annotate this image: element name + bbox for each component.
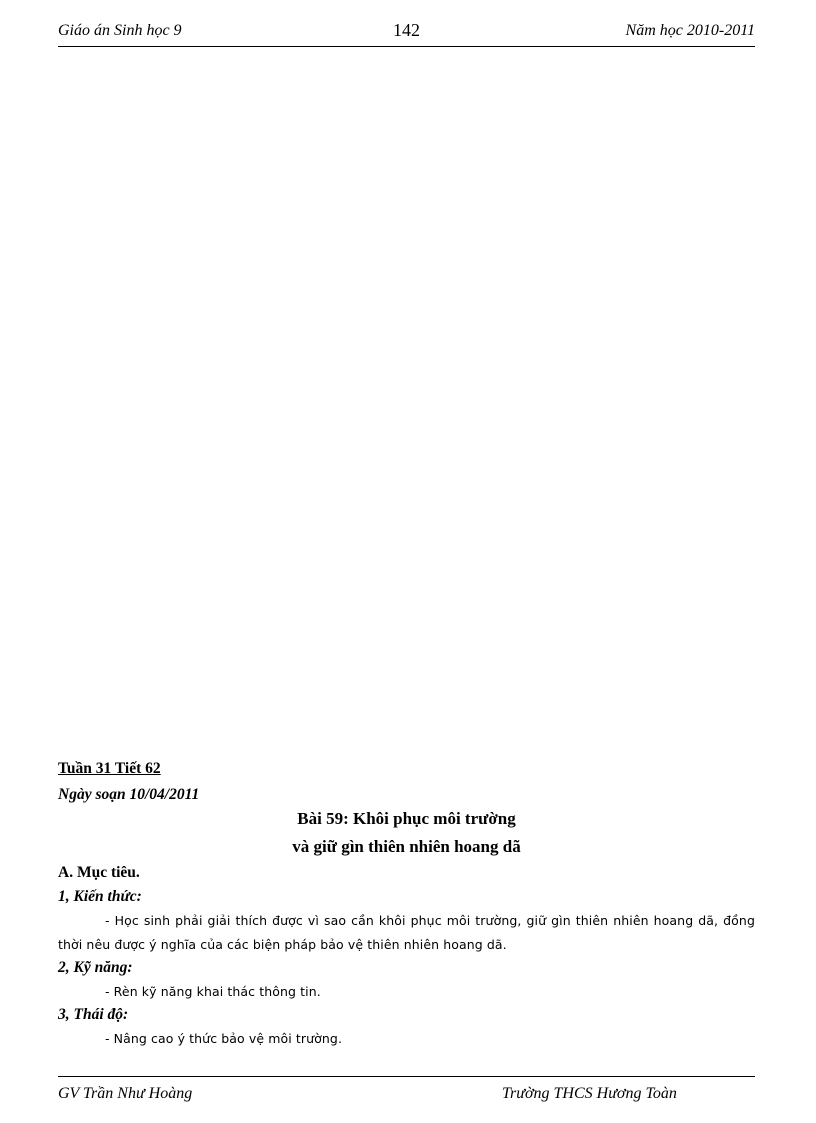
header-school-year: Năm học 2010-2011: [625, 22, 755, 39]
skills-line1: - Rèn kỹ năng khai thác thông tin.: [105, 984, 321, 999]
prep-date: Ngày soạn 10/04/2011: [58, 786, 200, 803]
lesson-title-line1: Bài 59: Khôi phục môi trường: [297, 809, 516, 828]
page-number: 142: [393, 20, 420, 40]
header-subject: Giáo án Sinh học 9: [58, 22, 182, 39]
page-header: [58, 20, 755, 47]
week-period: Tuần 31 Tiết 62: [58, 760, 161, 777]
page-footer: [58, 1076, 755, 1107]
attitude-heading: 3, Thái độ:: [58, 1006, 129, 1023]
footer-teacher: GV Trần Như Hoàng: [58, 1085, 193, 1102]
attitude-line1: - Nâng cao ý thức bảo vệ môi trường.: [105, 1031, 343, 1046]
footer-school: Trường THCS Hương Toàn: [502, 1085, 677, 1102]
knowledge-line1: - Học sinh phải giải thích được vì sao cần khôi phục môi trường, giữ gìn thiên nhiên hoang dã, đồng: [105, 913, 755, 928]
knowledge-line2: thời nêu được ý nghĩa của các biện pháp bảo vệ thiên nhiên hoang dã.: [58, 937, 507, 952]
skills-heading: 2, Kỹ năng:: [58, 959, 133, 976]
lesson-title-line2: và giữ gìn thiên nhiên hoang dã: [292, 837, 521, 856]
section-objectives: A. Mục tiêu.: [58, 864, 140, 881]
knowledge-heading: 1, Kiến thức:: [58, 888, 142, 905]
